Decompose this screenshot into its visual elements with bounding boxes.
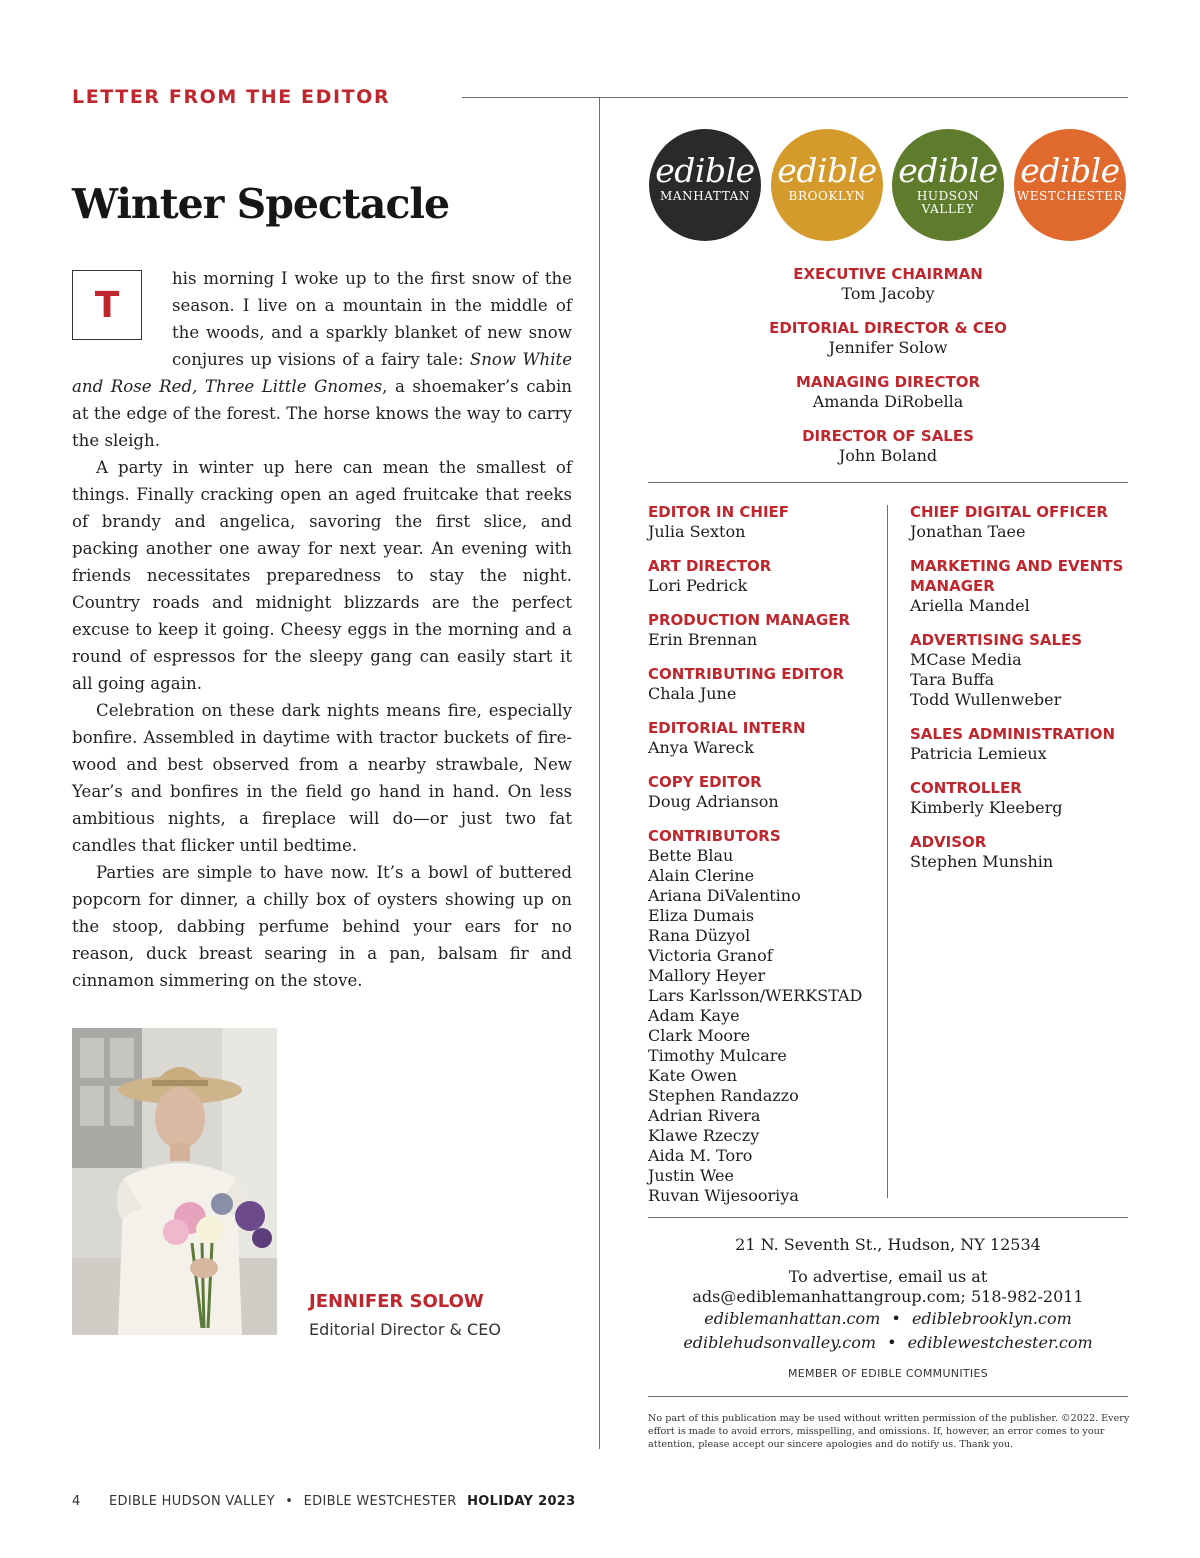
masthead-role: PRODUCTION MANAGER [648, 611, 851, 629]
masthead-name: Doug Adrianson [648, 792, 779, 811]
logo-word: edible [1020, 151, 1120, 190]
contributor-name: Victoria Granof [648, 946, 773, 965]
edible-manhattan-logo [649, 129, 761, 241]
edible-westchester-logo [1014, 129, 1126, 241]
legal-notice: No part of this publication may be used without written permission of the publisher. ©2022. Every effort is made to avoid errors, misspelling, and omissions. If, however, an error comes to your attention, please accept our sincere apologies and do notify us. Thank you. [648, 1413, 1130, 1450]
masthead-entry [648, 718, 888, 758]
masthead-role: ART DIRECTOR [648, 557, 772, 575]
masthead-name: Julia Sexton [648, 522, 746, 541]
member-line: MEMBER OF EDIBLE COMMUNITIES [788, 1367, 988, 1380]
masthead-name: Amanda DiRobella [812, 392, 964, 411]
edible-brooklyn-logo [771, 129, 883, 241]
website-line-2 [648, 1331, 1128, 1355]
masthead-role: COPY EDITOR [648, 773, 762, 791]
logo-word: edible [898, 151, 998, 190]
masthead-entry [910, 724, 1150, 764]
edible-hudson-valley-logo [892, 129, 1004, 241]
contributor-name: Clark Moore [648, 1026, 751, 1045]
contact-rule [648, 1217, 1128, 1218]
logo-word: edible [655, 151, 755, 190]
masthead-role: EDITORIAL DIRECTOR & CEO [769, 319, 1007, 337]
logo-city: MANHATTAN [659, 189, 751, 203]
masthead-entry [648, 610, 888, 650]
masthead-role: DIRECTOR OF SALES [802, 427, 974, 445]
contributor-name: Rana Düzyol [648, 926, 751, 945]
masthead-top [648, 264, 1128, 466]
masthead-name: Anya Wareck [648, 738, 754, 757]
masthead-name: Erin Brennan [648, 630, 758, 649]
masthead-role: CONTROLLER [910, 779, 1022, 797]
masthead-role: ADVERTISING SALES [910, 631, 1083, 649]
contributor-name: Klawe Rzeczy [648, 1126, 760, 1145]
masthead-name: Kimberly Kleeberg [910, 798, 1063, 817]
masthead-role: EDITOR IN CHIEF [648, 503, 790, 521]
masthead-role: MARKETING AND EVENTS [910, 557, 1124, 575]
masthead-entry [648, 502, 888, 542]
logo-city: BROOKLYN [788, 189, 866, 203]
contact-block [648, 1235, 1128, 1380]
masthead-entry [910, 832, 1150, 872]
contributor-name: Ariana DiValentino [648, 886, 801, 905]
masthead-entry [648, 556, 888, 596]
website-line-1 [648, 1307, 1128, 1331]
address: 21 N. Seventh St., Hudson, NY 12534 [735, 1235, 1041, 1254]
contributor-name: Bette Blau [648, 846, 734, 865]
masthead-role: MANAGER [910, 577, 995, 595]
masthead-name: Ariella Mandel [910, 596, 1030, 615]
masthead-name: Jennifer Solow [828, 338, 948, 357]
contributor-name: Mallory Heyer [648, 966, 766, 985]
masthead-entry [910, 630, 1150, 710]
masthead-entry [910, 556, 1150, 616]
masthead-name: Patricia Lemieux [910, 744, 1047, 763]
footer-publication-2: EDIBLE WESTCHESTER [303, 1494, 457, 1509]
contributor-name: Aida M. Toro [648, 1146, 753, 1165]
header-rule [462, 97, 1128, 98]
contributor-name: Justin Wee [648, 1166, 734, 1185]
masthead-entry [648, 372, 1128, 412]
masthead-role: MANAGING DIRECTOR [795, 373, 981, 391]
contributor-name: Timothy Mulcare [648, 1046, 787, 1065]
drop-cap: T [72, 270, 142, 340]
article-paragraph-3: Celebration on these dark nights means fire, especially bonfire. Assembled in daytime with tractor buckets of firewood and best observed from a nearby strawbale, New Year’s and bonfires in the field go hand in hand. On less ambitious nights, a fireplace will do—or just two fat candles that flicker until bedtime. [72, 701, 572, 855]
footer-issue: HOLIDAY 2023 [467, 1494, 576, 1509]
masthead-role: EXECUTIVE CHAIRMAN [793, 265, 983, 283]
masthead-name: John Boland [838, 446, 938, 465]
masthead-role: CHIEF DIGITAL OFFICER [910, 503, 1108, 521]
masthead-rule [648, 482, 1128, 483]
article-paragraph-2: A party in winter up here can mean the smallest of things. Finally cracking open an aged fruitcake that reeks of brandy and angelica, savoring the first slice, and packing another one away for next year. An evening with friends necessitates preparedness to stay the night. Country roads and midnight blizzards are the perfect excuse to keep it going. Cheesy eggs in the morning and a round of espressos for the sleepy gang can easily start it all going again. [72, 458, 572, 693]
contributor-name: Eliza Dumais [648, 906, 755, 925]
legal-rule [648, 1396, 1128, 1397]
contributor-name: Lars Karlsson/WERKSTAD [648, 986, 863, 1005]
contributor-name: Kate Owen [648, 1066, 738, 1085]
contributor-name: Adrian Rivera [648, 1106, 761, 1125]
masthead-right-column [910, 502, 1150, 886]
masthead-name: Tara Buffa [910, 670, 995, 689]
bullet-separator: • [891, 1309, 901, 1328]
email-phone[interactable]: ads@ediblemanhattangroup.com; 518-982-2011 [692, 1287, 1084, 1306]
masthead-name: Jonathan Taee [910, 522, 1026, 541]
masthead-name: Chala June [648, 684, 737, 703]
masthead-role: SALES ADMINISTRATION [910, 725, 1116, 743]
masthead-entry [648, 318, 1128, 358]
contributor-name: Adam Kaye [648, 1006, 740, 1025]
website-link[interactable]: ediblewestchester.com [907, 1333, 1093, 1352]
masthead-name: Lori Pedrick [648, 576, 748, 595]
masthead-entry [648, 264, 1128, 304]
section-label: LETTER FROM THE EDITOR [72, 86, 391, 108]
website-link[interactable]: ediblebrooklyn.com [911, 1309, 1072, 1328]
contributors-list [648, 826, 888, 1206]
masthead-name: Tom Jacoby [841, 284, 935, 303]
masthead-entry [648, 664, 888, 704]
website-link[interactable]: ediblemanhattan.com [704, 1309, 881, 1328]
logo-city: HUDSON VALLEY [916, 189, 980, 216]
masthead-left-column [648, 502, 888, 1206]
article-paragraph-1: his morning I woke up to the first snow of the season. I live on a mountain in the middle of the woods, and a sparkly blanket of new snow conjures up visions of a fairy tale: Snow White and Rose Red, Three Little Gnomes, a shoemaker’s cabin at the edge of the forest. The horse knows the way to carry the sleigh. [72, 269, 573, 450]
footer-publication-1: EDIBLE HUDSON VALLEY [109, 1494, 275, 1509]
byline-name: JENNIFER SOLOW [309, 1291, 484, 1312]
editor-portrait-photo [72, 1028, 277, 1335]
masthead-entry [910, 502, 1150, 542]
contributor-name: Ruvan Wijesooriya [648, 1186, 799, 1205]
masthead-name: Stephen Munshin [910, 852, 1054, 871]
masthead-role: CONTRIBUTORS [648, 827, 781, 845]
article-title: Winter Spectacle [72, 180, 450, 228]
article-paragraph-4: Parties are simple to have now. It’s a bowl of buttered popcorn for dinner, a chilly box of oysters showing up on the stoop, dabbing perfume behind your ears for no reason, duck breast searing in a pan, balsam fir and cinnamon simmering on the stove. [72, 863, 572, 990]
advertise-text: To advertise, email us at [788, 1267, 988, 1286]
logo-word: edible [777, 151, 877, 190]
masthead-role: CONTRIBUTING EDITOR [648, 665, 845, 683]
byline-title: Editorial Director & CEO [309, 1320, 501, 1339]
page-number: 4 [72, 1494, 81, 1509]
page-footer [72, 1494, 575, 1509]
masthead-entry [648, 426, 1128, 466]
masthead-name: MCase Media [910, 650, 1022, 669]
masthead-entry [648, 772, 888, 812]
contributor-name: Alain Clerine [648, 866, 755, 885]
column-divider [599, 97, 600, 1449]
website-link[interactable]: ediblehudsonvalley.com [683, 1333, 877, 1352]
article-body [72, 265, 572, 994]
contributor-name: Stephen Randazzo [648, 1086, 799, 1105]
footer-separator: • [285, 1494, 294, 1509]
masthead-name: Todd Wullenweber [910, 690, 1062, 709]
logo-city: WESTCHESTER [1016, 189, 1124, 203]
masthead-entry [910, 778, 1150, 818]
masthead-role: EDITORIAL INTERN [648, 719, 806, 737]
bullet-separator: • [887, 1333, 897, 1352]
masthead-role: ADVISOR [910, 833, 987, 851]
